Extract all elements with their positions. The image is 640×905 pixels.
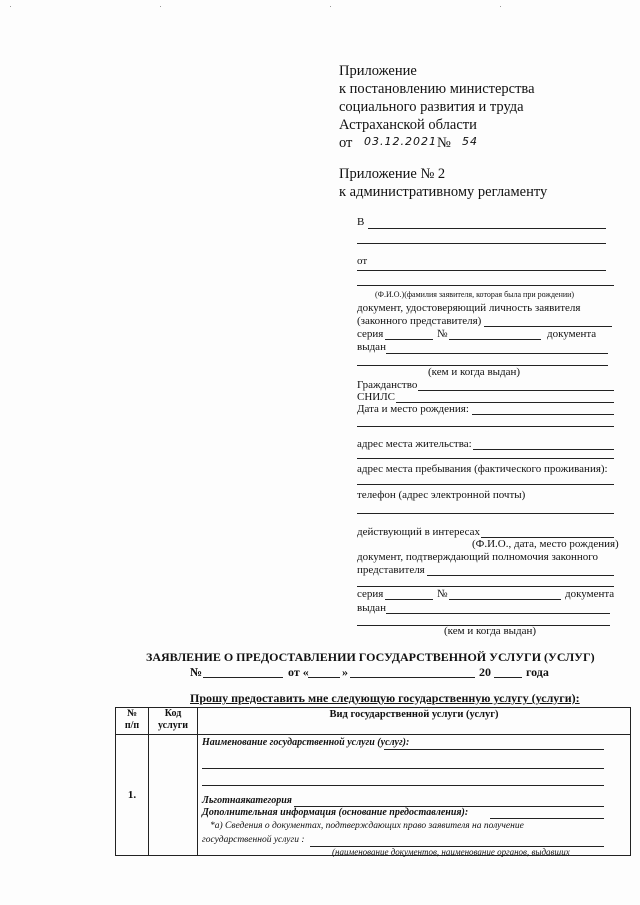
application-title: ЗАЯВЛЕНИЕ О ПРЕДОСТАВЛЕНИИ ГОСУДАРСТВЕННОЙ УСЛУГИ (УСЛУГ) <box>146 650 595 664</box>
appendix-title: Приложение <box>339 63 417 79</box>
phone-label: телефон (адрес электронной почты) <box>357 489 526 501</box>
issued-note: (кем и когда выдан) <box>428 366 521 378</box>
extra-info-label: Дополнительная информация (основание предоставления): <box>202 807 469 818</box>
docs-info-line2: государственной услуги : <box>202 835 305 845</box>
application-year-line[interactable] <box>494 677 522 678</box>
application-from-label: от « <box>288 665 309 679</box>
issued-line[interactable] <box>386 353 608 354</box>
recipient-to-line[interactable] <box>368 228 606 229</box>
phone-line[interactable] <box>357 513 614 514</box>
appendix-from-label: от <box>339 135 353 151</box>
recipient-from-line-2[interactable] <box>357 285 614 286</box>
power-doc-label: документ, подтверждающий полномочия законного <box>357 551 598 563</box>
number2-line[interactable] <box>449 599 561 600</box>
application-request: Прошу предоставить мне следующую государственную услугу (услуги): <box>190 691 580 705</box>
appendix2-reglament: к административному регламенту <box>339 184 548 200</box>
series2-line[interactable] <box>385 599 433 600</box>
stay-label: адрес места пребывания (фактического проживания): <box>357 463 608 475</box>
residence-line[interactable] <box>473 449 614 450</box>
birth-label: Дата и место рождения: <box>357 403 469 415</box>
issued2-label: выдан <box>357 602 386 614</box>
appendix2-title: Приложение № 2 <box>339 166 446 182</box>
document-label: документа <box>547 328 597 340</box>
number2-label: № <box>437 588 448 600</box>
header-code-line2: услуги <box>157 720 189 731</box>
issued2-line[interactable] <box>386 613 610 614</box>
docs-info-line1: *а) Сведения о документах, подтверждающих право заявителя на получение <box>210 821 524 831</box>
birth-line[interactable] <box>472 414 614 415</box>
series-label: серия <box>357 328 384 340</box>
doc-id-representative: (законного представителя) <box>357 315 482 327</box>
row-service-cell <box>198 735 631 856</box>
appendix-line-social: социального развития и труда <box>339 99 524 115</box>
service-name-line[interactable] <box>384 749 604 750</box>
residence-label: адрес места жительства: <box>357 438 472 450</box>
service-name-label: Наименование государственной услуги (услуг): <box>202 737 410 748</box>
row-num: 1. <box>116 735 149 856</box>
application-year-label: года <box>526 665 549 679</box>
header-num-line1: № <box>126 708 138 719</box>
recipient-to-line-2[interactable] <box>357 243 606 244</box>
number-line[interactable] <box>449 339 541 340</box>
recipient-to-label: В <box>357 216 365 228</box>
header-num <box>116 708 149 735</box>
citizenship-line[interactable] <box>418 390 614 391</box>
scan-mark <box>160 6 161 7</box>
header-num-line2: п/п <box>124 720 140 731</box>
table-row <box>116 735 631 856</box>
series2-label: серия <box>357 588 384 600</box>
appendix-line-region: Астраханской области <box>339 117 477 133</box>
header-code <box>149 708 198 735</box>
scan-mark <box>330 6 331 7</box>
series-line[interactable] <box>385 339 433 340</box>
issued-label: выдан <box>357 341 386 353</box>
residence-line-2[interactable] <box>357 458 614 459</box>
service-name-line-3[interactable] <box>202 785 604 786</box>
power-line[interactable] <box>427 575 614 576</box>
appendix-number-handwritten: 54 <box>462 135 478 148</box>
services-table <box>115 707 631 856</box>
scan-mark <box>10 6 11 7</box>
application-month-line[interactable] <box>350 677 475 678</box>
appendix-line-ministry: к постановлению министерства <box>339 81 535 97</box>
docs-info-note: (наименование документов, наименование органов, выдавших <box>332 847 570 857</box>
document2-label: документа <box>565 588 615 600</box>
stay-line[interactable] <box>357 484 614 485</box>
row-code-cell[interactable] <box>149 735 198 856</box>
issued2-note: (кем и когда выдан) <box>444 625 537 637</box>
recipient-from-line[interactable] <box>357 270 606 271</box>
application-quote-close: » <box>342 665 348 679</box>
power-line-2[interactable] <box>357 586 614 587</box>
birth-line-2[interactable] <box>357 426 614 427</box>
acting-label: действующий в интересах <box>357 526 481 538</box>
acting-note: (Ф.И.О., дата, место рождения) <box>472 538 619 550</box>
citizenship-label: Гражданство <box>357 379 418 391</box>
snils-label: СНИЛС <box>357 391 396 403</box>
recipient-fio-note: (Ф.И.О.)(фамилия заявителя, которая была при рождении) <box>375 290 575 299</box>
header-code-line1: Код <box>164 708 182 719</box>
application-no-line[interactable] <box>203 677 283 678</box>
extra-info-line[interactable] <box>490 818 604 819</box>
power-representative-label: представителя <box>357 564 425 576</box>
appendix-number-label: № <box>437 135 451 151</box>
application-year-prefix: 20 <box>479 665 491 679</box>
application-day-line[interactable] <box>308 677 340 678</box>
recipient-from-label: от <box>357 255 368 267</box>
header-service-type: Вид государственной услуги (услуг) <box>198 708 631 735</box>
category-label: Льготнаякатегория <box>202 795 292 806</box>
appendix-date-handwritten: 03.12.2021 <box>364 135 437 148</box>
application-no-label: № <box>190 665 203 679</box>
doc-id-line[interactable] <box>484 326 612 327</box>
table-header-row <box>116 708 631 735</box>
number-label: № <box>437 328 448 340</box>
scan-mark <box>500 6 501 7</box>
doc-id-label: документ, удостоверяющий личность заявителя <box>357 302 581 314</box>
service-name-line-2[interactable] <box>202 768 604 769</box>
